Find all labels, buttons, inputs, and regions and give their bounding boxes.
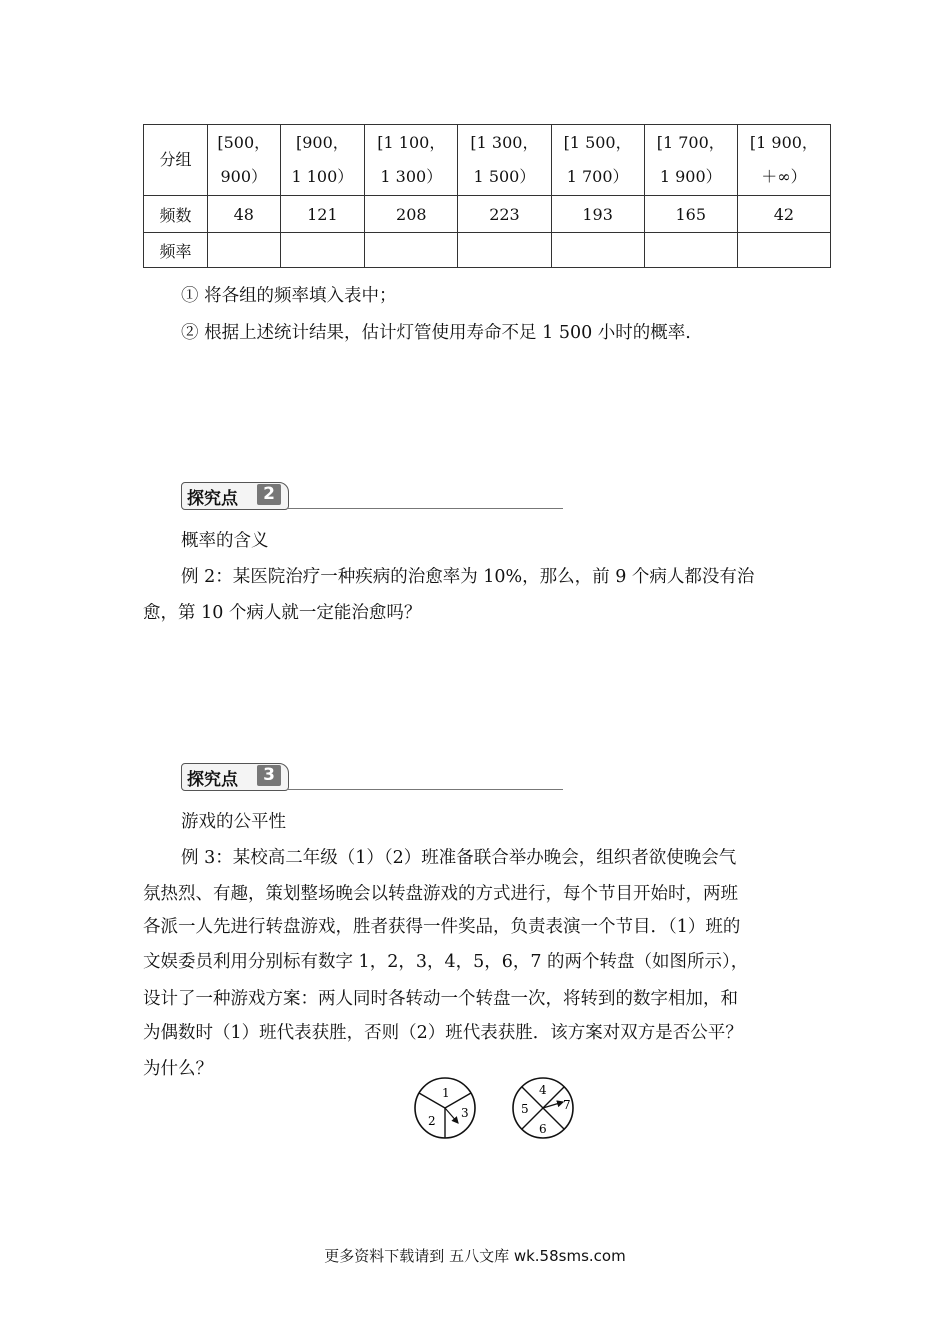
group-cell: [1 700， 1 900）: [644, 125, 737, 196]
spinner-1-label: 3: [461, 1106, 469, 1120]
spinner-2-label: 5: [521, 1102, 529, 1116]
example3-line-3: 各派一人先进行转盘游戏，胜者获得一件奖品，负责表演一个节目．（1）班的: [143, 917, 741, 937]
question-2: ② 根据上述统计结果，估计灯管使用寿命不足 1 500 小时的概率.: [181, 323, 691, 343]
rate-cell: [551, 233, 644, 268]
section2-title: 概率的含义: [181, 531, 269, 551]
row-label-rate: 频率: [144, 233, 208, 268]
section-badge-2: 探究点 2: [181, 482, 563, 512]
question-1: ① 将各组的频率填入表中；: [181, 286, 397, 306]
group-cell: [500， 900）: [208, 125, 281, 196]
count-cell: 193: [551, 196, 644, 233]
section-badge-3: 探究点 3: [181, 763, 563, 793]
rate-cell: [458, 233, 551, 268]
spinner-2: [513, 1078, 573, 1138]
count-cell: 42: [737, 196, 830, 233]
row-label-count: 频数: [144, 196, 208, 233]
example2-line-1: 例 2：某医院治疗一种疾病的治愈率为 10%，那么，前 9 个病人都没有治: [181, 567, 755, 587]
spinner-1-label: 2: [428, 1114, 436, 1128]
spinner-2-label: 7: [563, 1098, 571, 1112]
group-cell: [900， 1 100）: [280, 125, 365, 196]
example3-line-5: 设计了一种游戏方案：两人同时各转动一个转盘一次，将转到的数字相加，和: [143, 989, 738, 1009]
rate-cell: [644, 233, 737, 268]
rate-cell: [737, 233, 830, 268]
row-label-group: 分组: [144, 125, 208, 196]
group-cell: [1 900， ＋∞）: [737, 125, 830, 196]
footer-link[interactable]: 更多资料下载请到 五八文库 wk.58sms.com: [324, 1247, 626, 1265]
count-cell: 223: [458, 196, 551, 233]
rate-cell: [208, 233, 281, 268]
spinner-1-label: 1: [442, 1086, 450, 1100]
rate-cell: [365, 233, 458, 268]
group-cell: [1 100， 1 300）: [365, 125, 458, 196]
frequency-table: [143, 124, 831, 268]
spinner-1: [415, 1078, 475, 1138]
spinner-1-pointer: [445, 1108, 458, 1123]
count-cell: 48: [208, 196, 281, 233]
count-cell: 208: [365, 196, 458, 233]
count-cell: 165: [644, 196, 737, 233]
rate-cell: [280, 233, 365, 268]
count-cell: 121: [280, 196, 365, 233]
example2-line-2: 愈，第 10 个病人就一定能治愈吗？: [143, 603, 422, 623]
example3-line-4: 文娱委员利用分别标有数字 1，2，3，4，5，6，7 的两个转盘（如图所示），: [143, 952, 749, 972]
section3-title: 游戏的公平性: [181, 812, 286, 832]
group-cell: [1 500， 1 700）: [551, 125, 644, 196]
example3-line-6: 为偶数时（1）班代表获胜，否则（2）班代表获胜．该方案对双方是否公平？: [143, 1023, 743, 1043]
spinner-figure: [405, 1075, 595, 1145]
spinner-2-label: 6: [539, 1122, 547, 1136]
example3-line-7: 为什么？: [143, 1059, 213, 1079]
example3-line-2: 氛热烈、有趣，策划整场晚会以转盘游戏的方式进行，每个节目开始时，两班: [143, 884, 738, 904]
spinner-2-label: 4: [539, 1083, 547, 1097]
example3-line-1: 例 3：某校高二年级（1）（2）班准备联合举办晚会，组织者欲使晚会气: [181, 848, 737, 868]
group-cell: [1 300， 1 500）: [458, 125, 551, 196]
